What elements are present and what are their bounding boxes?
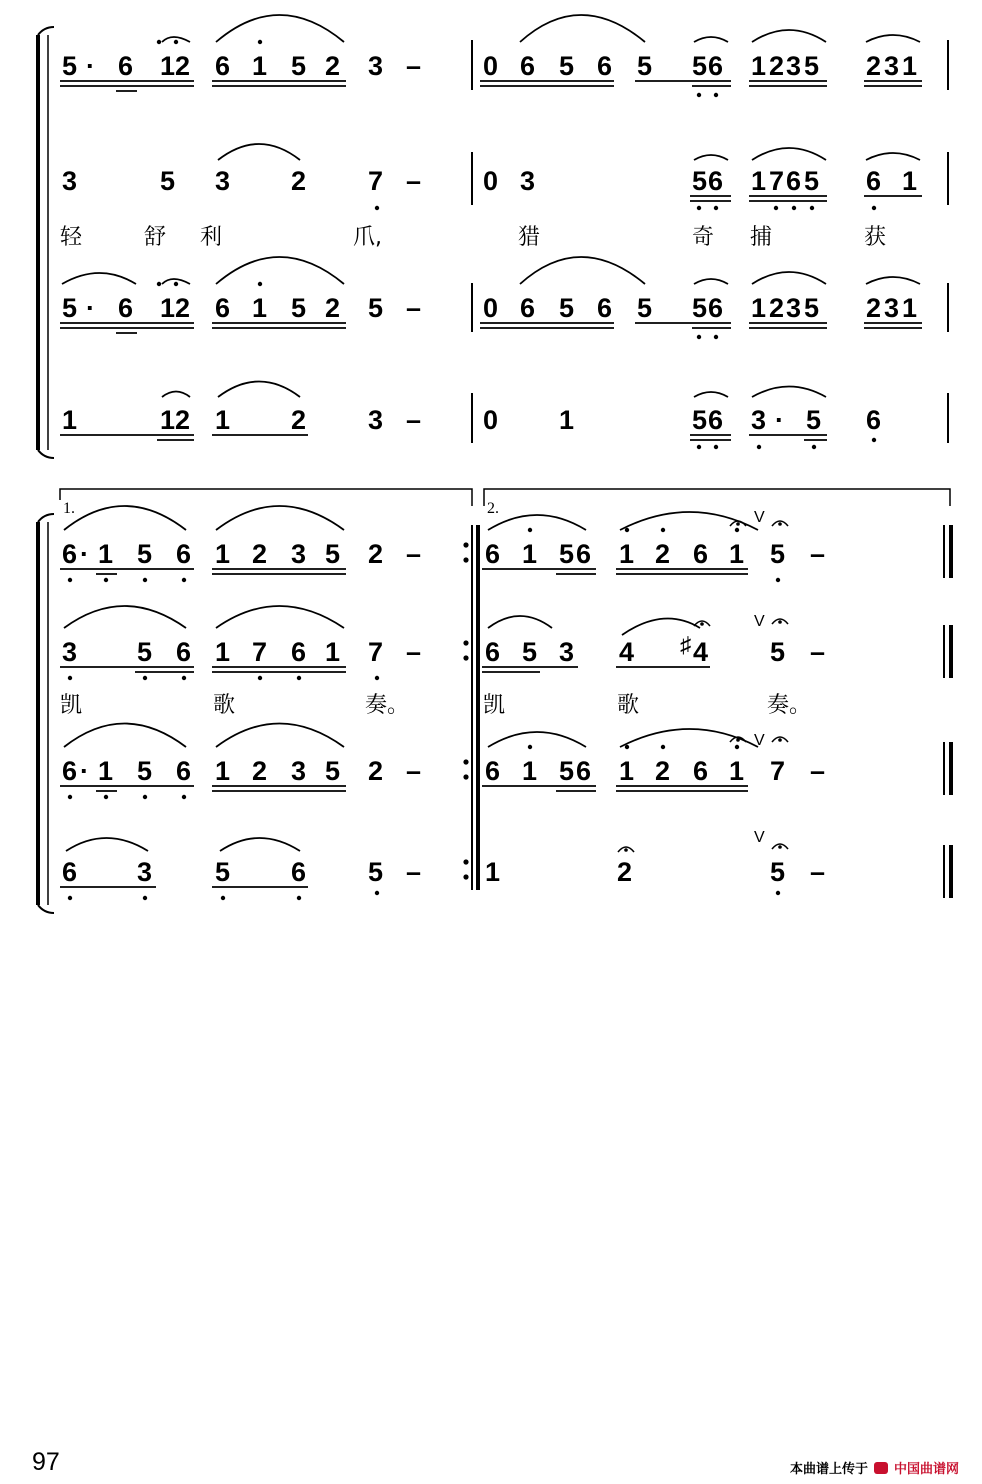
note: 2 [175,405,191,435]
volta-2-label: 2. [487,500,499,517]
voice-4-staff [60,829,825,900]
dash: – [406,637,422,667]
note: 6 [597,293,613,323]
note: 1 [902,166,918,196]
underlines [60,786,748,791]
note: 2 [291,166,307,196]
note: 3 [786,293,802,323]
note: 5 [160,166,176,196]
note: 1 [902,51,918,81]
dash: – [406,51,422,81]
note: 4 [619,637,635,667]
system-bracket [38,27,54,458]
note: 5 [692,166,708,196]
breath-mark: V [754,509,765,526]
note: 1 [902,293,918,323]
note: 6 [485,756,501,786]
note: 1 [98,539,114,569]
voice-3-staff [60,724,825,800]
note: 6 [597,51,613,81]
note: 1 [485,857,501,887]
fermata-dots [624,845,782,852]
note: 6 [576,539,592,569]
note: 1 [729,539,745,569]
slurs [64,506,758,530]
note: 5 [804,166,820,196]
lyric: 利 [200,225,223,250]
note: 6 [176,539,192,569]
note: 5 [62,51,78,81]
note: 3 [520,166,536,196]
dash: – [406,756,422,786]
note: 3 [884,51,900,81]
note: 1 [252,51,268,81]
note-dot: · [80,539,89,569]
volta-1-label: 1. [63,500,75,517]
lyric: 舒 [144,225,167,250]
lyrics-line [60,693,811,718]
note: 6 [693,756,709,786]
note: 5 [368,293,384,323]
dash: – [406,405,422,435]
note: 5 [325,756,341,786]
note: 5 [137,637,153,667]
note: 6 [215,293,231,323]
note: 2 [617,857,633,887]
note: 1 [751,293,767,323]
lyric: 歌 [617,693,640,718]
note: 6 [485,539,501,569]
note: 2 [769,293,785,323]
note: 6 [866,405,882,435]
system-1 [38,15,948,458]
note: 2 [175,51,191,81]
note: 4 [693,637,709,667]
note: 2 [655,539,671,569]
lyric: 获 [864,225,887,250]
note: 6 [176,756,192,786]
note: 6 [62,539,78,569]
note: 1 [160,405,176,435]
voice-2-staff [60,606,825,718]
lyric: 捕 [750,225,773,250]
note: 5 [637,293,653,323]
note: 1 [522,756,538,786]
voice-4-staff [60,382,881,450]
note: 5 [770,539,786,569]
note: 2 [655,756,671,786]
note: 0 [483,166,499,196]
lyric: 歌 [213,693,236,718]
note: 7 [368,166,384,196]
slurs [162,15,920,42]
site-brand-link[interactable]: 中国曲谱网 [894,1462,960,1477]
system-2 [38,489,951,913]
note: 2 [325,293,341,323]
note: 6 [693,539,709,569]
lyric: 奏。 [365,693,410,718]
note: 3 [62,637,78,667]
note: 7 [770,756,786,786]
lyric: 爪, [353,225,382,250]
note: 0 [483,51,499,81]
lyric: 猎 [518,225,541,250]
lyric: 奏。 [767,693,812,718]
octave-dots [157,282,718,339]
octave-dots [68,676,379,680]
voice-2-staff [60,144,922,250]
note: 5 [692,293,708,323]
slurs [162,382,826,398]
note: 1 [215,405,231,435]
volta-brackets [60,489,950,506]
note: 6 [708,51,724,81]
note: 1 [619,756,635,786]
note: 6 [62,857,78,887]
voice-1-staff [60,506,825,582]
note: 2 [252,756,268,786]
credit-text: 本曲谱上传于 [790,1462,869,1477]
lyrics-line [60,225,886,250]
note: 1 [215,637,231,667]
note: 6 [118,293,134,323]
upload-credit [790,1458,959,1477]
underlines [690,196,922,201]
note: 1 [751,166,767,196]
note: 1 [215,539,231,569]
voice-3-staff [60,257,922,339]
breath-mark: V [754,732,765,749]
note: 3 [368,51,384,81]
underlines [60,569,748,574]
note: 6 [866,166,882,196]
note-dot: · [80,756,89,786]
note: 1 [619,539,635,569]
note: 5 [215,857,231,887]
underlines [60,81,922,91]
dash: – [810,756,826,786]
note: 5 [559,756,575,786]
note-dot: · [86,51,95,81]
note: 6 [786,166,802,196]
note: 6 [576,756,592,786]
note: 1 [160,293,176,323]
slurs [66,838,300,851]
note-dot: · [86,293,95,323]
note: 5 [325,539,341,569]
note: 5 [559,51,575,81]
note: 5 [368,857,384,887]
slurs [64,606,700,635]
note: 6 [118,51,134,81]
note: 5 [806,405,822,435]
note: 2 [291,405,307,435]
note: 1 [751,51,767,81]
note: 3 [368,405,384,435]
octave-dots [68,891,780,900]
voice-1-staff [60,15,922,97]
note: 6 [485,637,501,667]
note: 5 [137,539,153,569]
slurs [62,257,920,284]
page-number: 97 [32,1448,60,1476]
dash: – [810,539,826,569]
repeat-barlines [472,525,951,898]
note: 5 [804,51,820,81]
note: 3 [291,539,307,569]
underlines [60,667,710,672]
dash: – [406,539,422,569]
note: 6 [708,405,724,435]
note: 1 [252,293,268,323]
dash: – [810,637,826,667]
dash: – [406,293,422,323]
slurs [64,724,758,748]
note: 0 [483,293,499,323]
note: 3 [786,51,802,81]
note: 5 [559,293,575,323]
sharp-sign: ♯ [680,632,691,657]
note: 2 [325,51,341,81]
note: 3 [291,756,307,786]
note: 6 [62,756,78,786]
note: 5 [291,51,307,81]
note: 5 [137,756,153,786]
lyric: 轻 [60,225,83,250]
note: 7 [368,637,384,667]
note: 6 [708,166,724,196]
note: 6 [176,637,192,667]
lyric: 凯 [60,693,83,718]
note: 3 [884,293,900,323]
breath-mark: V [754,829,765,846]
breath-mark: V [754,613,765,630]
note: 7 [252,637,268,667]
site-logo-icon [874,1462,888,1474]
note: 5 [770,857,786,887]
fermata-dots [700,620,782,626]
note-dot: · [775,405,784,435]
note: 2 [866,51,882,81]
lyric: 凯 [483,693,506,718]
note: 5 [770,637,786,667]
note: 1 [522,539,538,569]
note: 6 [520,293,536,323]
repeat-dots [463,542,468,879]
octave-dots [375,206,876,210]
note: 0 [483,405,499,435]
underlines [60,323,922,333]
note: 3 [62,166,78,196]
note: 3 [137,857,153,887]
slurs [218,144,920,160]
note: 5 [291,293,307,323]
note: 6 [291,637,307,667]
dash: – [406,166,422,196]
note: 6 [291,857,307,887]
dash: – [406,857,422,887]
note: 7 [769,166,785,196]
note: 5 [692,51,708,81]
note: 5 [804,293,820,323]
note: 6 [520,51,536,81]
dash: – [810,857,826,887]
note: 1 [98,756,114,786]
note: 2 [175,293,191,323]
note: 5 [637,51,653,81]
note: 2 [769,51,785,81]
note: 2 [866,293,882,323]
note: 5 [692,405,708,435]
note: 5 [522,637,538,667]
note: 1 [729,756,745,786]
note: 6 [215,51,231,81]
lyric: 奇 [692,225,715,250]
note: 3 [215,166,231,196]
system-bracket [38,514,54,913]
underlines [60,435,827,440]
note: 1 [325,637,341,667]
note: 6 [708,293,724,323]
note: 3 [559,637,575,667]
note: 2 [368,539,384,569]
note: 2 [368,756,384,786]
fermatas [694,619,788,626]
note: 1 [62,405,78,435]
note: 1 [215,756,231,786]
note: 2 [252,539,268,569]
note: 3 [751,405,767,435]
note: 1 [559,405,575,435]
note: 1 [160,51,176,81]
octave-dots [157,40,718,97]
note: 5 [559,539,575,569]
note: 5 [62,293,78,323]
